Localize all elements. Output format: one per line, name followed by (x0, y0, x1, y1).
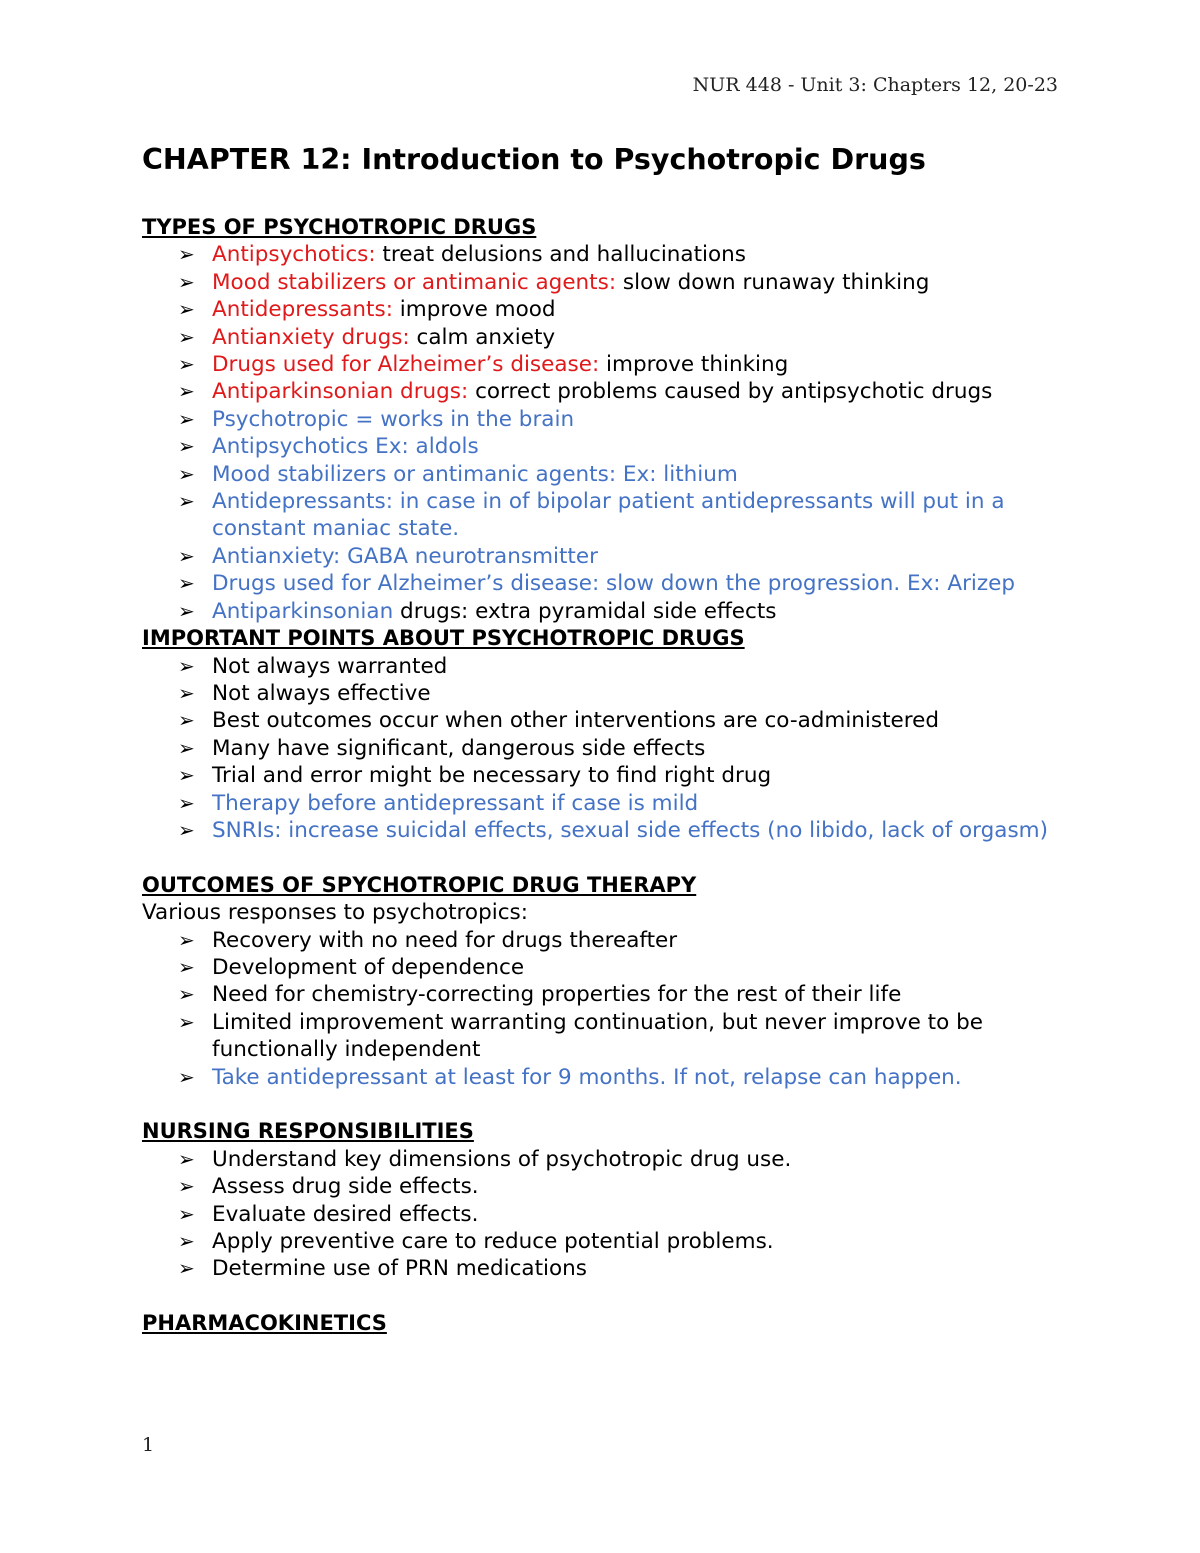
bullet-list-nursing (142, 1146, 1072, 1283)
item-text: Recovery with no need for drugs thereafter (212, 927, 678, 953)
arrow-bullet-icon: ➢ (178, 1009, 195, 1034)
arrow-bullet-icon: ➢ (178, 1201, 195, 1226)
bullet-list-types (142, 241, 1072, 625)
drug-class-label: Mood stabilizers or antimanic agents: (212, 269, 617, 295)
arrow-bullet-icon: ➢ (178, 434, 195, 459)
document-body (142, 140, 1072, 1338)
item-text: Many have significant, dangerous side effects (212, 735, 706, 761)
list-item (178, 1173, 1072, 1200)
list-item (178, 598, 1072, 625)
item-text: Assess drug side effects. (212, 1174, 479, 1200)
drug-class-label: Antipsychotics: (212, 242, 376, 268)
arrow-bullet-icon: ➢ (178, 406, 195, 431)
section-heading-types: TYPES OF PSYCHOTROPIC DRUGS (142, 215, 537, 239)
arrow-bullet-icon: ➢ (178, 982, 195, 1007)
bullet-list-important (142, 653, 1072, 845)
item-text: Not always warranted (212, 653, 448, 679)
list-item (178, 1255, 1072, 1282)
student-note: Antianxiety: GABA neurotransmitter (212, 543, 598, 569)
arrow-bullet-icon: ➢ (178, 653, 195, 678)
list-item (178, 981, 1072, 1008)
arrow-bullet-icon: ➢ (178, 708, 195, 733)
spacer (142, 844, 1072, 871)
list-item (178, 1228, 1072, 1255)
arrow-bullet-icon: ➢ (178, 954, 195, 979)
item-text: Need for chemistry-correcting properties for the rest of their life (212, 982, 902, 1008)
student-note: Drugs used for Alzheimer’s disease: slow down the progression. Ex: Arizep (212, 571, 1016, 597)
student-note: SNRIs: increase suicidal effects, sexual side effects (no libido, lack of orgasm) (212, 817, 1049, 843)
item-text: Determine use of PRN medications (212, 1256, 587, 1282)
arrow-bullet-icon: ➢ (178, 489, 195, 514)
list-item (178, 707, 1072, 734)
bullet-list-outcomes (142, 927, 1072, 1091)
arrow-bullet-icon: ➢ (178, 598, 195, 623)
list-item (178, 954, 1072, 981)
chapter-title: CHAPTER 12: Introduction to Psychotropic Drugs (142, 143, 926, 176)
student-note: Antipsychotics Ex: aldols (212, 434, 479, 460)
list-item (178, 1009, 1072, 1064)
arrow-bullet-icon: ➢ (178, 1229, 195, 1253)
arrow-bullet-icon: ➢ (178, 1256, 195, 1281)
student-note: Antiparkinsonian (212, 598, 394, 624)
list-item (178, 790, 1072, 817)
page-number: 1 (142, 1434, 155, 1456)
list-item (178, 406, 1072, 433)
item-text: Understand key dimensions of psychotropic drug use. (212, 1146, 792, 1172)
arrow-bullet-icon: ➢ (178, 1174, 195, 1199)
item-text: improve mood (392, 297, 556, 323)
item-text: drugs: extra pyramidal side effects (393, 598, 777, 624)
drug-class-label: Antiparkinsonian drugs: (212, 379, 469, 405)
arrow-bullet-icon: ➢ (178, 680, 195, 705)
list-item (178, 269, 1072, 296)
item-text: slow down runaway thinking (616, 269, 930, 295)
list-item (178, 324, 1072, 351)
outcomes-intro: Various responses to psychotropics: (142, 900, 528, 926)
arrow-bullet-icon: ➢ (178, 927, 195, 952)
student-note: Psychotropic = works in the brain (212, 406, 575, 432)
student-note: Take antidepressant at least for 9 months. If not, relapse can happen. (212, 1064, 962, 1090)
item-text: correct problems caused by antipsychotic drugs (468, 379, 993, 405)
spacer (142, 1091, 1072, 1118)
section-heading-important: IMPORTANT POINTS ABOUT PSYCHOTROPIC DRUGS (142, 626, 745, 651)
list-item (178, 735, 1072, 762)
list-item (178, 817, 1072, 844)
list-item (178, 762, 1072, 789)
list-item (178, 378, 1072, 405)
arrow-bullet-icon: ➢ (178, 269, 195, 294)
arrow-bullet-icon: ➢ (178, 379, 195, 404)
list-item (178, 927, 1072, 954)
list-item (178, 543, 1072, 570)
section-heading-nursing: NURSING RESPONSIBILITIES (142, 1119, 474, 1144)
arrow-bullet-icon: ➢ (178, 735, 195, 760)
item-text: Not always effective (212, 680, 431, 706)
list-item (178, 433, 1072, 460)
arrow-bullet-icon: ➢ (178, 352, 195, 377)
item-text: Trial and error might be necessary to find right drug (212, 763, 772, 789)
arrow-bullet-icon: ➢ (178, 242, 195, 267)
arrow-bullet-icon: ➢ (178, 324, 195, 349)
item-text: treat delusions and hallucinations (375, 242, 746, 268)
arrow-bullet-icon: ➢ (178, 817, 195, 842)
drug-class-label: Antidepressants: (212, 297, 393, 323)
item-text: Apply preventive care to reduce potential problems. (212, 1229, 774, 1254)
list-item (178, 570, 1072, 597)
list-item (178, 241, 1072, 268)
list-item (178, 351, 1072, 378)
arrow-bullet-icon: ➢ (178, 543, 195, 568)
list-item (178, 653, 1072, 680)
list-item (178, 296, 1072, 323)
spacer (142, 1283, 1072, 1310)
list-item (178, 680, 1072, 707)
arrow-bullet-icon: ➢ (178, 1146, 195, 1171)
arrow-bullet-icon: ➢ (178, 763, 195, 788)
item-text: Best outcomes occur when other interventions are co-administered (212, 708, 940, 734)
section-heading-pharmacokinetics: PHARMACOKINETICS (142, 1311, 387, 1336)
item-text: Evaluate desired effects. (212, 1201, 479, 1227)
page-header: NUR 448 - Unit 3: Chapters 12, 20-23 (692, 74, 1058, 96)
arrow-bullet-icon: ➢ (178, 461, 195, 486)
arrow-bullet-icon: ➢ (178, 571, 195, 596)
student-note: Therapy before antidepressant if case is mild (212, 790, 699, 816)
arrow-bullet-icon: ➢ (178, 297, 195, 322)
item-text: calm anxiety (409, 324, 556, 350)
student-note: Mood stabilizers or antimanic agents: Ex: lithium (212, 461, 738, 487)
list-item (178, 461, 1072, 488)
list-item (178, 1146, 1072, 1173)
drug-class-label: Drugs used for Alzheimer’s disease: (212, 352, 600, 378)
item-text: improve thinking (599, 352, 789, 378)
student-note: Antidepressants: in case in of bipolar patient antidepressants will put in a constant maniac state. (212, 489, 1005, 542)
list-item (178, 1064, 1072, 1091)
list-item (178, 1201, 1072, 1228)
item-text: Development of dependence (212, 954, 525, 980)
list-item (178, 488, 1072, 543)
drug-class-label: Antianxiety drugs: (212, 324, 410, 350)
arrow-bullet-icon: ➢ (178, 790, 195, 815)
arrow-bullet-icon: ➢ (178, 1064, 195, 1089)
item-text: Limited improvement warranting continuation, but never improve to be functionally independent (212, 1009, 983, 1063)
section-heading-outcomes: OUTCOMES OF SPYCHOTROPIC DRUG THERAPY (142, 872, 697, 897)
